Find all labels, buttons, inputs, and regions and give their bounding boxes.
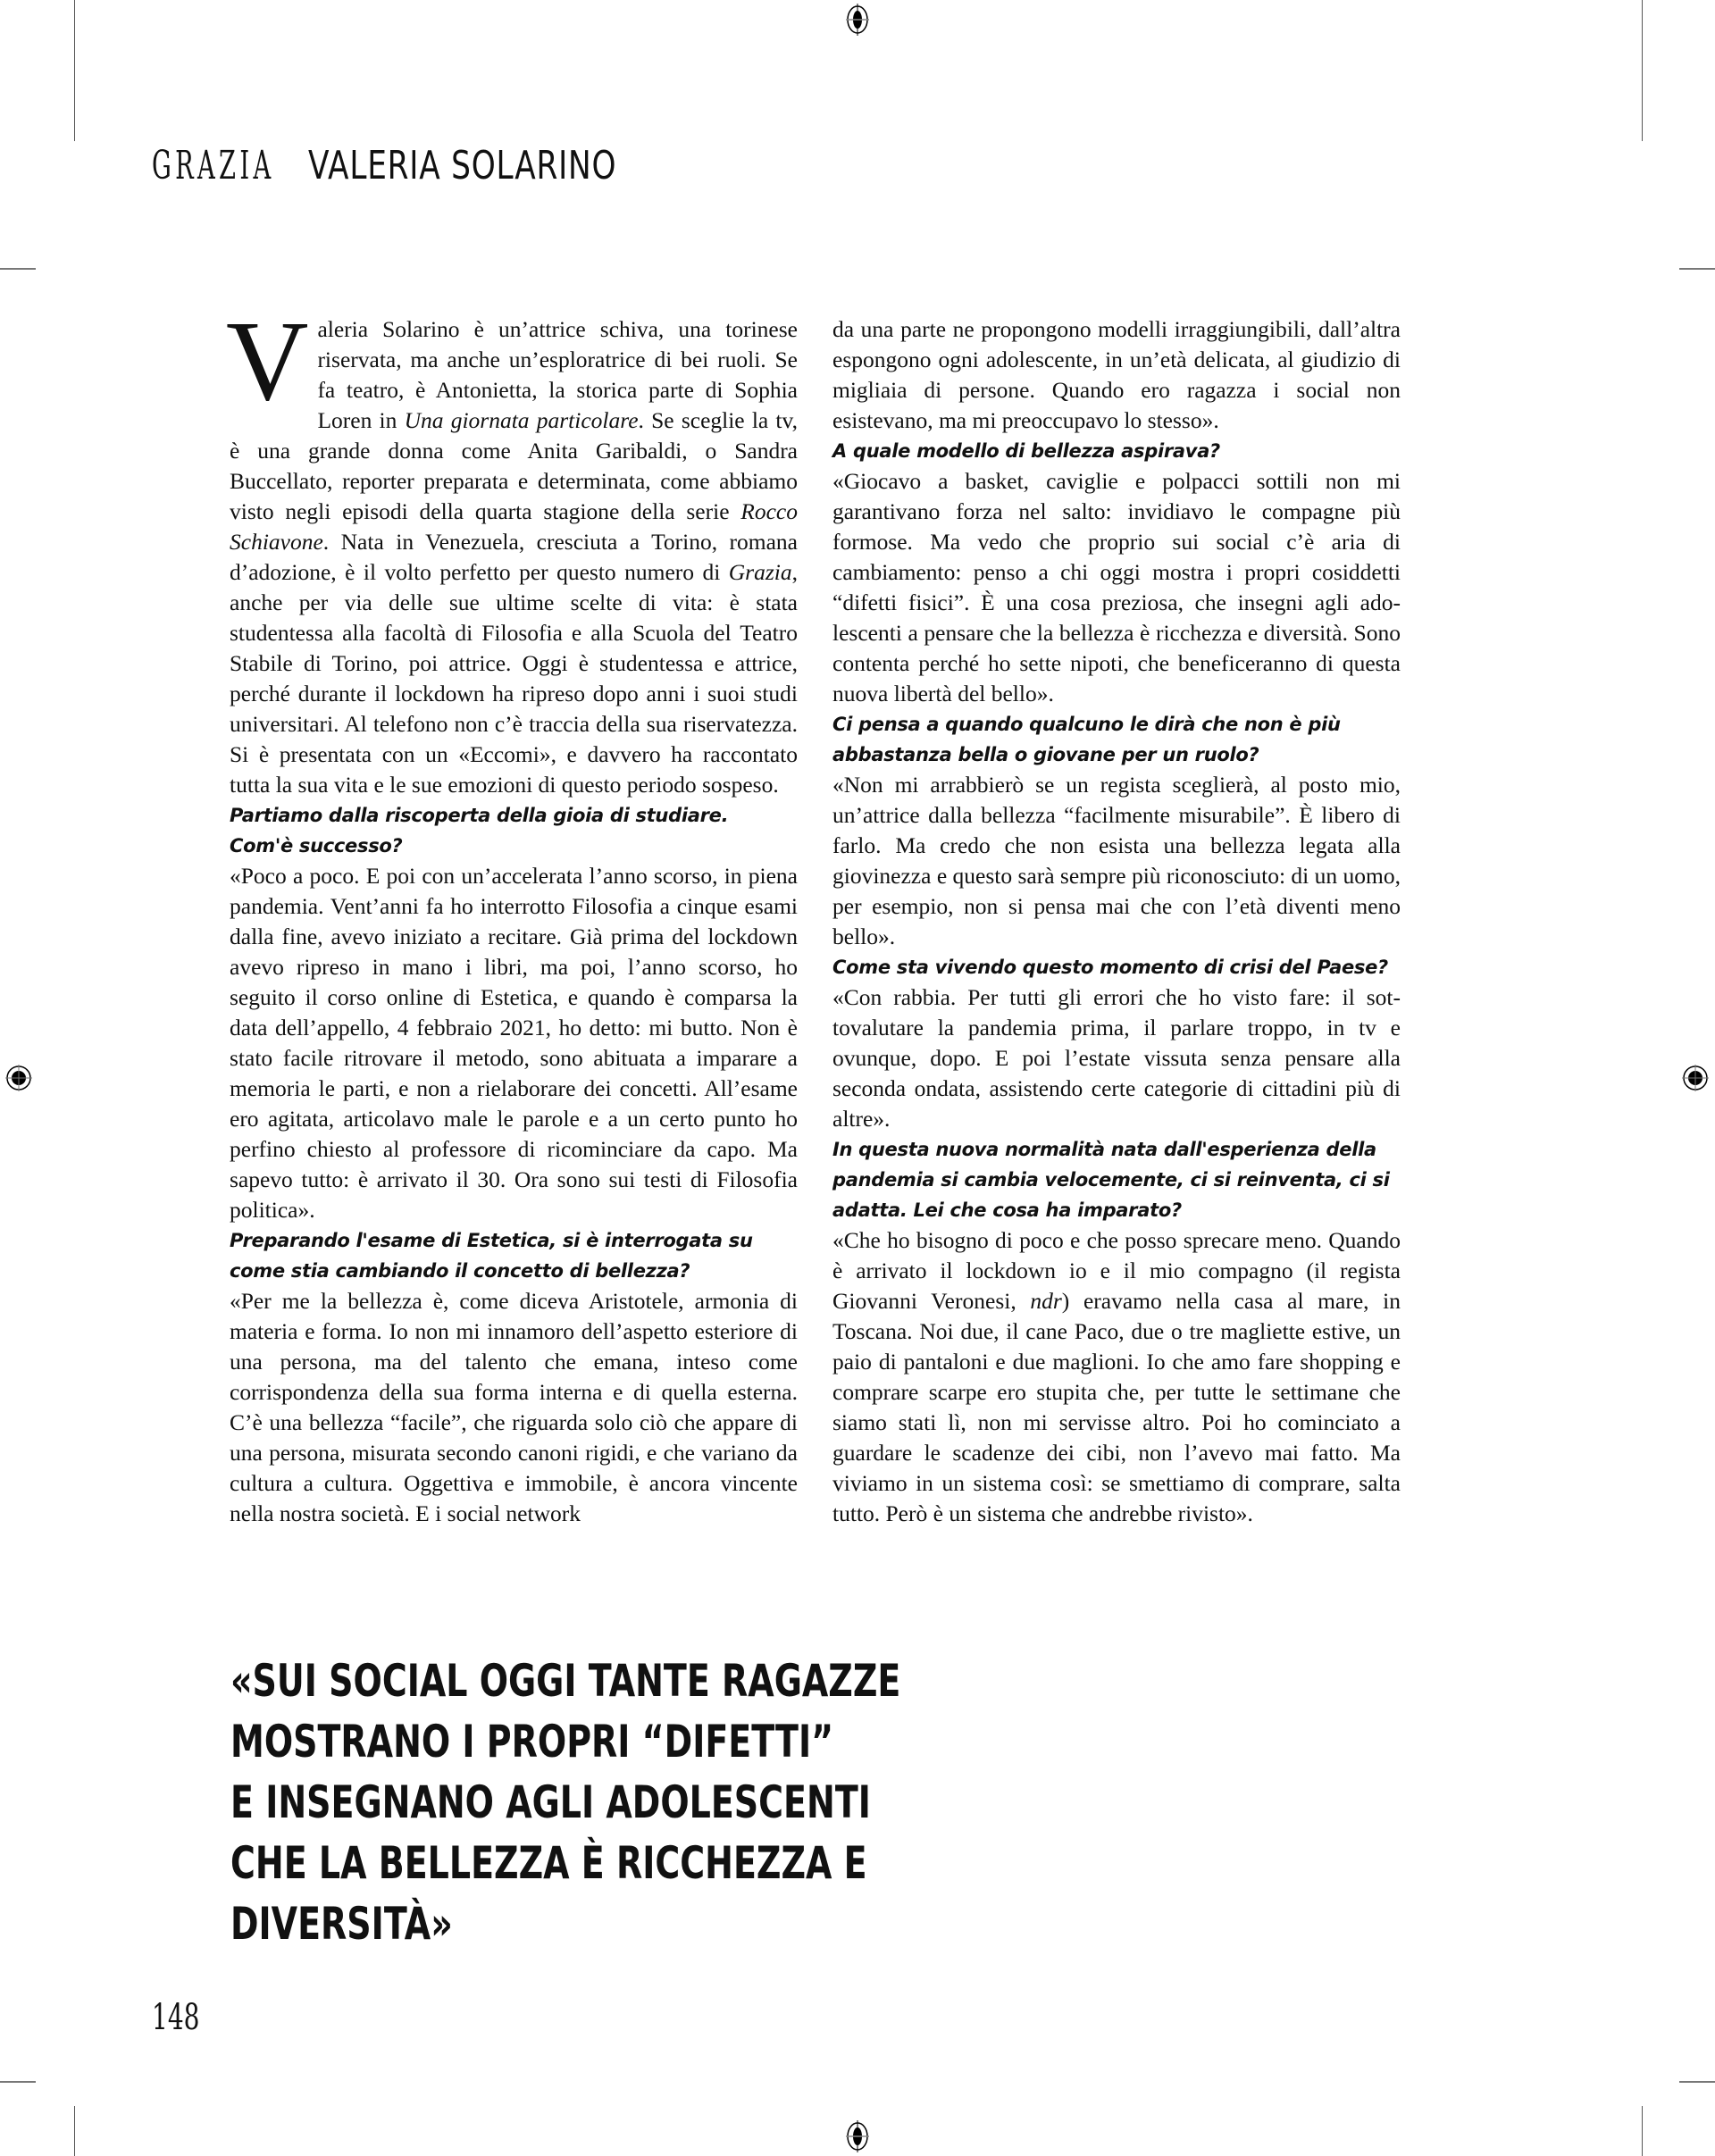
interview-answer: «Non mi arrabbierò se un regista sceglierà, al posto mio, un’attrice dalla bellezza “facilmente misurabile”. È libero di farlo. Ma credo che non esista una bellezza legata alla giovinezza e questo sarà sempre più riconosciuto: di un uomo, per esempio, non si pensa mai che con l’età diventi meno bello».: [832, 772, 1401, 949]
interview-answer: «Con rabbia. Per tutti gli errori che ho visto fare: il sottovalutare la pandemia prima, il parlare troppo, in tv e ovunque, dopo. E poi l’estate vissuta senza pensare alla seconda ondata, assistendo certe categorie di cittadini più di altre».: [832, 984, 1401, 1132]
magazine-logo: GRAZIA: [152, 143, 275, 188]
pull-quote-line: «SUI SOCIAL OGGI TANTE RAGAZZE: [230, 1655, 901, 1707]
interview-question: A quale modello di bellezza aspirava?: [832, 440, 1220, 462]
page-header: [152, 143, 704, 188]
pull-quote-line: E INSEGNANO AGLI ADOLESCENTI: [230, 1776, 871, 1828]
pull-quote-line: MOSTRANO I PROPRI “DIFETTI”: [230, 1716, 834, 1767]
registration-target-icon: [844, 2120, 871, 2152]
crop-mark-right-bottom: [1679, 2081, 1715, 2083]
article-subject: VALERIA SOLARINO: [308, 143, 617, 188]
text-run: «Che ho bisogno di poco e che posso sprecare meno. Quando è arrivato il lockdown io e il mio compagno (il regista Giovanni Veronesi,: [832, 1227, 1401, 1314]
article-column-left: [226, 297, 798, 1529]
pull-quote-line: CHE LA BELLEZZA È RICCHEZZA E: [230, 1837, 867, 1889]
text-run: ) eravamo nella casa al mare, in Toscana. Noi due, il cane Paco, due o tre magliette estive, un paio di pantaloni e due maglioni. Io che amo fare shopping e comprare scarpe ero stupita che, per tutte le settimane che siamo stati lì, non mi servisse altro. Poi ho cominciato a guardare le scadenze dei cibi, non l’avevo mai fatto. Ma viviamo in un sistema così: se smettiamo di comprare, salta tutto. Però è un sistema che andrebbe rivisto».: [832, 1288, 1401, 1526]
interview-answer: «Giocavo a basket, caviglie e polpacci sottili non mi garantivano forza nel salto: invidiavo le compagne più formose. Ma vedo che proprio sui social c’è aria di cambiamento: penso a chi oggi mostra i propri cosiddetti “difetti fisici”. È una cosa preziosa, che insegni agli adolescenti a pensare che la bellezza è ricchezza e diversità. Sono contenta perché ho sette nipoti, che beneficeranno di questa nuova libertà del bello».: [832, 468, 1401, 706]
crop-mark-left-top: [0, 268, 36, 270]
text-run: aleria Solarino è un’attrice schiva, una torinese riservata, ma anche un’esploratrice di bei ruoli. Se fa teatro, è Antonietta, la storica parte di Sophia Loren in: [317, 316, 798, 433]
interview-answer: [832, 1225, 1401, 1529]
text-run: , anche per via delle sue ultime scelte di vita: è stata studentessa alla facoltà di Filosofia e alla Scuola del Teatro Stabile di Torino, poi attrice. Oggi è studentessa e attrice, perché durante il lockdown ha ripreso dopo anni i suoi studi universitari. Al telefono non c’è traccia della sua riservatezza. Si è presentata con un «Eccomi», e davvero ha raccontato tutta la sua vita e le sue emozioni di questo periodo sospeso.: [230, 559, 798, 798]
article-column-right: [832, 314, 1401, 1529]
interview-question: In questa nuova normalità nata dall'esperienza della pandemia si cambia velocemente, ci si reinventa, ci si adatta. Lei che cosa ha imparato?: [832, 1139, 1390, 1221]
italic-title: Rocco Schiavone: [230, 498, 798, 555]
text-run: . Nata in Venezuela, cresciuta a Torino, romana d’adozione, è il volto perfetto per questo numero di: [230, 529, 798, 585]
crop-mark-bottom-right: [1642, 2106, 1643, 2156]
crop-mark-top-right: [1642, 0, 1643, 141]
pull-quote-line: DIVERSITÀ»: [230, 1898, 453, 1950]
crop-mark-right-top: [1679, 268, 1715, 270]
interview-answer: «Poco a poco. E poi con un’accelerata l’anno scorso, in piena pandemia. Vent’anni fa ho interrotto Filosofia a cinque esami dalla fine, avevo iniziato a recitare. Già prima del lockdown avevo ripreso in mano i libri, ma poi, l’anno scorso, ho seguito il corso online di Estetica, e quando è comparsa la data dell’appello, 4 febbraio 2021, ho detto: mi butto. Non è stato facile ritrovare il metodo, sono abituata a imparare a memoria le parti, e non a rielaborare dei concetti. All’esame ero agitata, articolavo male le parole e a un certo punto ho perfino chiesto al professore di ricominciare da capo. Ma sapevo tutto: è arrivato il 30. Ora sono sui testi di Filosofia politica».: [230, 863, 798, 1223]
text-run: . Se sceglie la tv, è una grande donna come Anita Garibaldi, o Sandra Buccellato, reporter preparata e determinata, come abbiamo visto negli episodi della quarta stagione della serie: [230, 407, 798, 524]
registration-target-icon: [844, 4, 871, 36]
pull-quote: [230, 1650, 901, 1954]
interview-question: Come sta vivendo questo momento di crisi del Paese?: [832, 957, 1388, 978]
page-number: 148: [152, 1997, 200, 2038]
interview-answer: «Per me la bellezza è, come diceva Aristotele, armonia di materia e forma. Io non mi innamoro dell’aspetto esteriore di una persona, ma del talento che emana, inteso come corrispondenza della sua forma interna e di quella esterna. C’è una bellezza “facile”, che riguarda solo ciò che appare di una persona, misurata secondo canoni rigidi, e che variano da cultura a cultura. Oggettiva e immobile, è ancora vincente nella nostra società. E i social network: [230, 1288, 798, 1526]
article-intro: [226, 297, 798, 800]
crop-mark-bottom-left: [74, 2106, 75, 2156]
interview-question: Partiamo dalla riscoperta della gioia di studiare. Com'è successo?: [230, 805, 729, 857]
italic-title: ndr: [1030, 1288, 1062, 1314]
registration-target-icon: [4, 1063, 34, 1093]
crop-mark-left-bottom: [0, 2081, 36, 2083]
drop-cap: V: [226, 297, 309, 424]
italic-title: Grazia: [728, 559, 792, 585]
crop-mark-top-left: [74, 0, 75, 141]
interview-answer: da una parte ne propongono modelli irraggiungibili, dall’altra espongono ogni adolescente, in un’età delicata, al giudizio di migliaia di persone. Quando ero ragazza i social non esistevano, ma mi preoccupavo lo stesso».: [832, 316, 1401, 433]
italic-title: Una giornata particolare: [404, 407, 639, 433]
registration-target-icon: [1680, 1063, 1711, 1093]
interview-question: Ci pensa a quando qualcuno le dirà che non è più abbastanza bella o giovane per un ruolo?: [832, 714, 1341, 765]
interview-question: Preparando l'esame di Estetica, si è interrogata su come stia cambiando il concetto di bellezza?: [230, 1230, 753, 1282]
